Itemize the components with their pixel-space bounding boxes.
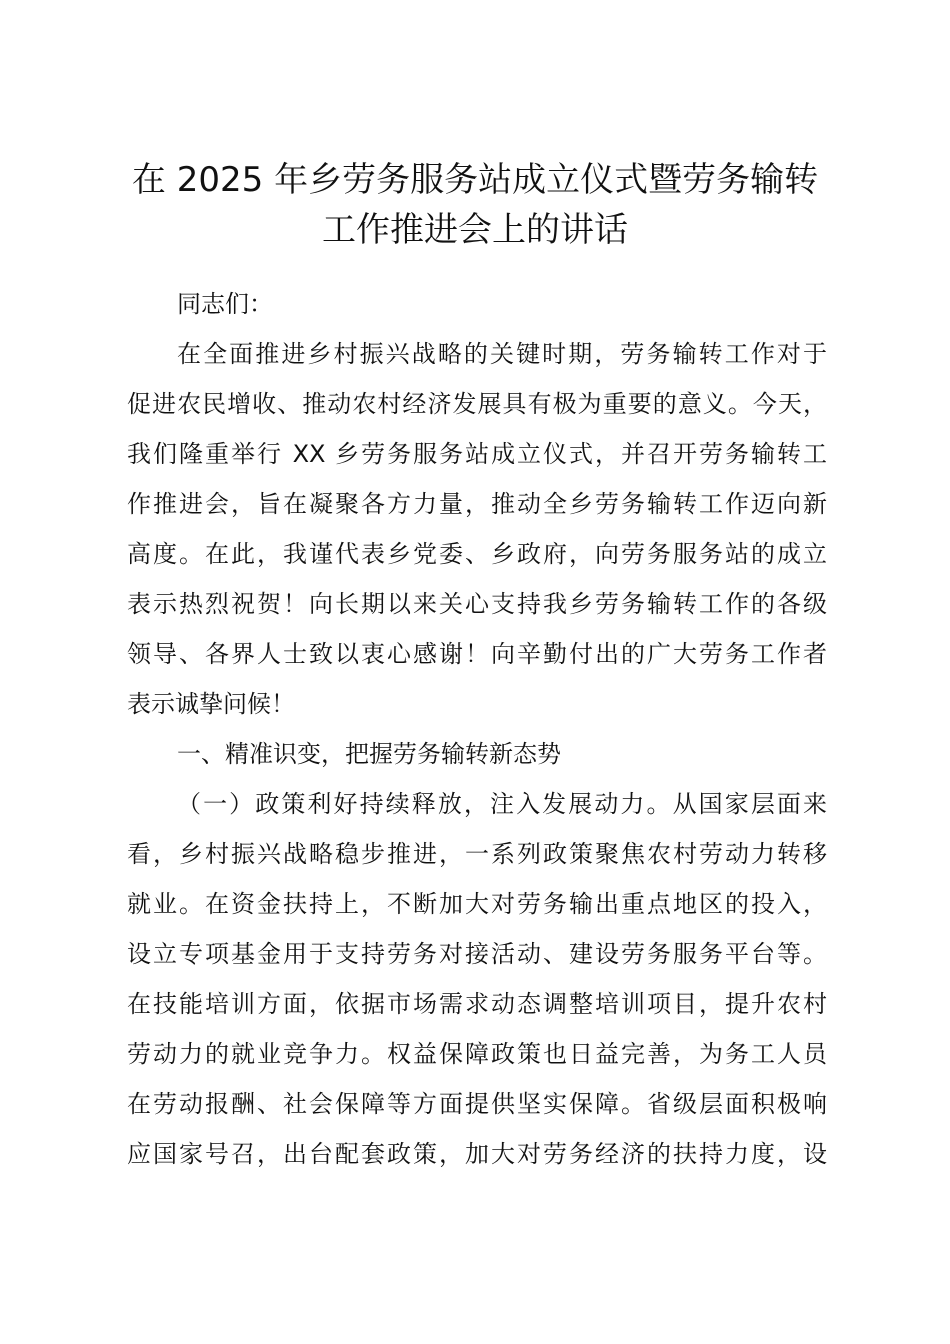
document-title-line-2: 工作推进会上的讲话 <box>322 210 628 250</box>
salutation: 同志们： <box>177 290 273 318</box>
paragraph-line: 领导、各界人士致以衷心感谢！向辛勤付出的广大劳务工作者 <box>127 640 827 668</box>
paragraph-line: 我们隆重举行 XX 乡劳务服务站成立仪式，并召开劳务输转工 <box>127 440 827 468</box>
paragraph-line: 设立专项基金用于支持劳务对接活动、建设劳务服务平台等。 <box>127 940 827 968</box>
paragraph-line: 就业。在资金扶持上，不断加大对劳务输出重点地区的投入， <box>127 890 827 918</box>
paragraph-line: 劳动力的就业竞争力。权益保障政策也日益完善，为务工人员 <box>127 1040 827 1068</box>
document-title-line-1: 在 2025 年乡劳务服务站成立仪式暨劳务输转 <box>131 160 819 200</box>
paragraph-line: 表示诚挚问候！ <box>127 690 295 718</box>
paragraph-line: 促进农民增收、推动农村经济发展具有极为重要的意义。今天， <box>127 390 827 418</box>
section-heading: 一、精准识变，把握劳务输转新态势 <box>177 740 561 768</box>
paragraph-line: 表示热烈祝贺！向长期以来关心支持我乡劳务输转工作的各级 <box>127 590 827 618</box>
paragraph-line: 在劳动报酬、社会保障等方面提供坚实保障。省级层面积极响 <box>127 1090 827 1118</box>
paragraph-line: 高度。在此，我谨代表乡党委、乡政府，向劳务服务站的成立 <box>127 540 827 568</box>
paragraph-line: 在全面推进乡村振兴战略的关键时期，劳务输转工作对于 <box>177 340 827 368</box>
paragraph-line: 在技能培训方面，依据市场需求动态调整培训项目，提升农村 <box>127 990 827 1018</box>
paragraph-line: （一）政策利好持续释放，注入发展动力。从国家层面来 <box>177 790 827 818</box>
paragraph-line: 看，乡村振兴战略稳步推进，一系列政策聚焦农村劳动力转移 <box>127 840 827 868</box>
paragraph-line: 应国家号召，出台配套政策，加大对劳务经济的扶持力度，设 <box>127 1140 827 1168</box>
paragraph-line: 作推进会，旨在凝聚各方力量，推动全乡劳务输转工作迈向新 <box>127 490 827 518</box>
